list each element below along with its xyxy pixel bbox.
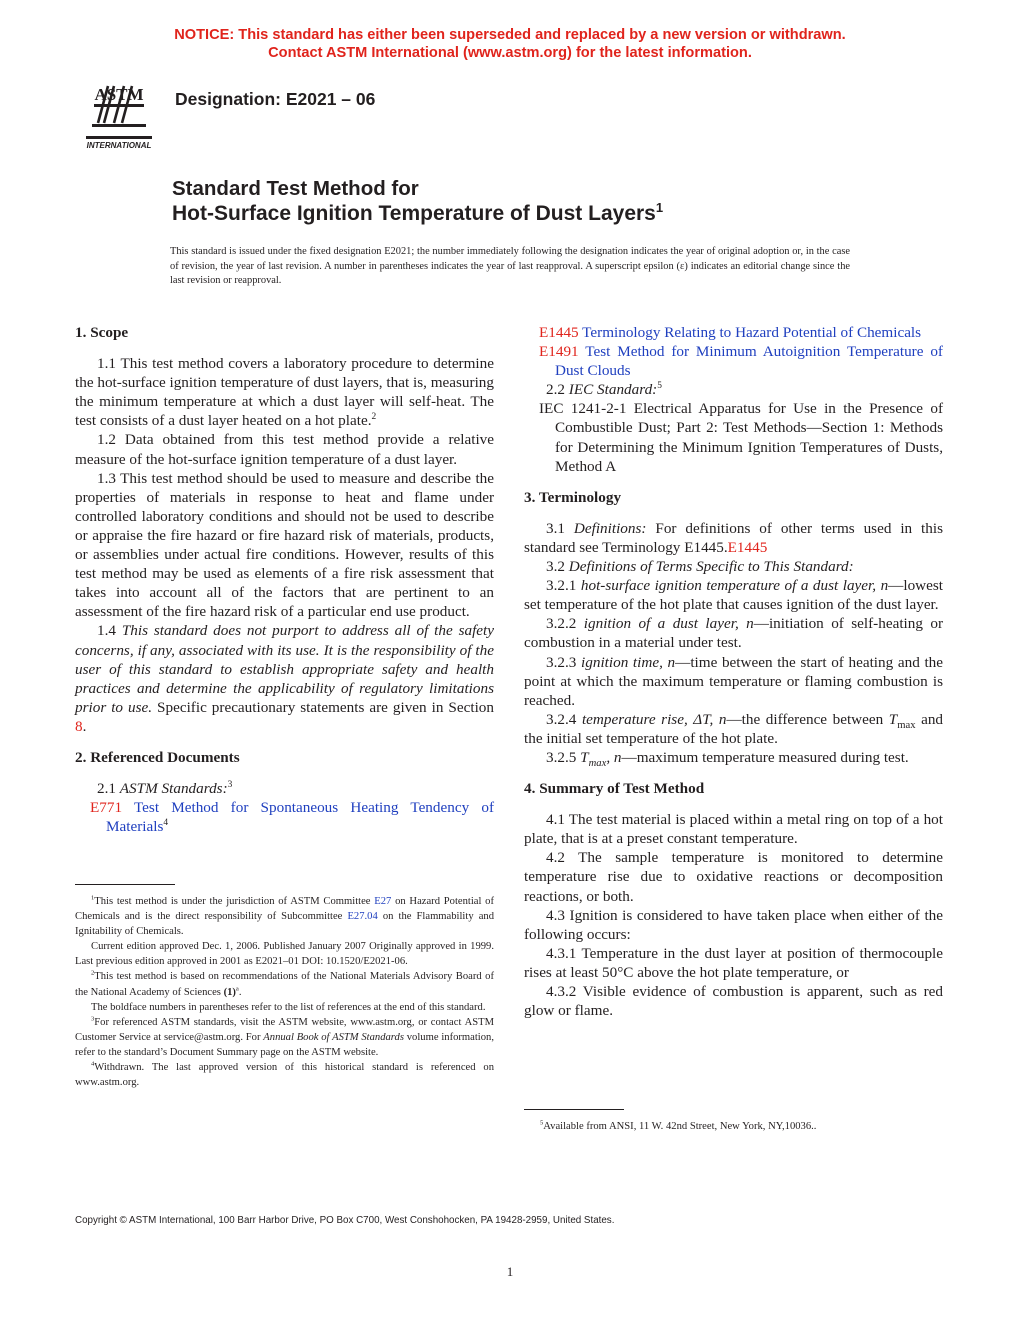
right-column <box>524 323 943 1020</box>
footnote-ref-3[interactable]: 3 <box>227 780 233 790</box>
issuance-note: This standard is issued under the fixed designation E2021; the number immediately following the designation indicates the year of original adoption or, in the case of revision, the year of last revision. A number in parentheses indicates the year of last reapproval. A superscript epsilon (ε) indicates an editorial change since the last revision or reapproval. <box>170 246 850 286</box>
para-4-2: 4.2 The sample temperature is monitored to determine temperature rise due to oxidative reactions or decomposition reactions, or both. <box>524 849 943 905</box>
para-1-2: 1.2 Data obtained from this test method provide a relative measure of the hot-surface ignition temperature of a dust layer. <box>75 431 494 468</box>
footnotes-right <box>524 1119 943 1134</box>
footnote-divider-left <box>75 884 175 885</box>
ref-e1445-code-link[interactable]: E1445 <box>539 324 579 341</box>
e27-04-link[interactable]: E27.04 <box>347 911 378 923</box>
ref-e1445-title-link[interactable]: Terminology Relating to Hazard Potential of Chemicals <box>578 324 922 341</box>
para-3-2-1: 3.2.1 hot-surface ignition temperature of a dust layer, n—lowest set temperature of the hot plate that causes ignition of the dust layer. <box>524 577 944 614</box>
heading-summary: 4. Summary of Test Method <box>524 780 705 798</box>
e1445-link[interactable]: E1445 <box>727 538 768 556</box>
para-3-2-5: 3.2.5 $T_{max}$, n—maximum temperature measured during test. <box>546 748 909 769</box>
section-8-link[interactable]: 8 <box>75 717 83 735</box>
footnote-5: $^5$Available from ANSI, 11 W. 42nd Street, New York, NY,10036.. <box>540 1119 817 1132</box>
para-2-2: 2.2 IEC Standard:$^5$ <box>546 381 662 399</box>
para-4-3-2: 4.3.2 Visible evidence of combustion is apparent, such as red glow or flame. <box>524 983 943 1020</box>
para-1-4: 1.4 This standard does not purport to address all of the safety concerns, if any, associated with its use. It is the responsibility of the user of this standard to establish appropriate safety and health practices and determine the applicability of regulatory limitations prior to use. Specific precautionary statements are given in Section 8. <box>75 622 494 735</box>
notice-line-1: NOTICE: This standard has either been superseded and replaced by a new version or withdrawn. <box>174 27 846 43</box>
footnote-ref-4[interactable]: 4 <box>163 818 169 829</box>
para-3-2: 3.2 Definitions of Terms Specific to This Standard: <box>546 558 854 576</box>
designation: Designation: E2021 – 06 <box>175 89 376 109</box>
para-1-3: 1.3 This test method should be used to measure and describe the properties of materials in response to heat and flame under controlled laboratory conditions and should not be used to describe or appraise the fire hazard or fire hazard risk of materials, products, or assemblies under actual fire conditions. However, results of this test method may be used as elements of a fire risk assessment that takes into account all of the factors that are pertinent to an assessment of the fire hazard risk of a particular end use product. <box>75 469 494 621</box>
para-3-2-4: 3.2.4 temperature rise, ΔT, n—the difference between $T_{max}$ and the initial set temperature of the hot plate. <box>524 710 944 747</box>
footnotes-left <box>75 894 494 1090</box>
para-4-1: 4.1 The test material is placed within a metal ring on top of a hot plate, that is at a preset constant temperature. <box>524 811 943 848</box>
document-title <box>172 176 663 226</box>
notice-line-2: Contact ASTM International (www.astm.org) for the latest information. <box>268 45 752 61</box>
title-line-2: Hot-Surface Ignition Temperature of Dust Layers$^1$ <box>172 200 664 225</box>
title-footnote-ref[interactable]: 1 <box>655 200 664 215</box>
title-line-1: Standard Test Method for <box>172 177 419 200</box>
heading-scope: 1. Scope <box>75 324 129 341</box>
footnote-1-current-edition: Current edition approved Dec. 1, 2006. Published January 2007 Originally approved in 1999. Last previous edition approved in 2001 as E2021–01 DOI: 10.1520/E2021-06. <box>75 941 494 968</box>
para-1-1: 1.1 This test method covers a laboratory procedure to determine the hot-surface ignition temperature of dust layers, that is, measuring the minimum temperature at which a dust layer will self-heat. The test consists of a dust layer heated on a hot plate.$^2$ <box>75 355 494 430</box>
footnote-4: $^4$Withdrawn. The last approved version of this historical standard is referenced on www.astm.org. <box>75 1060 494 1089</box>
heading-terminology: 3. Terminology <box>524 488 622 506</box>
e27-link[interactable]: E27 <box>374 896 392 907</box>
ref-iec: IEC 1241-2-1 Electrical Apparatus for Use in the Presence of Combustible Dust; Part 2: Test Methods—Section 1: Methods for Determining the Minimum Ignition Temperatures of Dusts, Method A <box>539 400 943 475</box>
para-3-2-3: 3.2.3 ignition time, n—time between the start of heating and the point at which the maximum temperature or flaming combustion is reached. <box>524 653 943 709</box>
ref-e771-code-link[interactable]: E771 <box>90 799 123 817</box>
para-2-1: 2.1 ASTM Standards:$^3$ <box>97 780 233 798</box>
para-3-2-2: 3.2.2 ignition of a dust layer, n—initiation of self-heating or combustion in a material under test. <box>524 615 944 652</box>
para-4-3: 4.3 Ignition is considered to have taken place when either of the following occurs: <box>524 906 943 943</box>
footnote-1: $^1$This test method is under the jurisdiction of ASTM Committee E27 on Hazard Potential of Chemicals and is the direct responsibility of Subcommittee E27.04 on the Flammability and Ignitability of Chemicals. <box>75 894 494 938</box>
logo-text-bottom: INTERNATIONAL <box>86 141 152 150</box>
ref-e1491 <box>524 342 943 380</box>
copyright-line: Copyright © ASTM International, 100 Barr Harbor Drive, PO Box C700, West Conshohocken, PA 19428-2959, United States. <box>75 1215 615 1226</box>
footnote-3: $^3$For referenced ASTM standards, visit the ASTM website, www.astm.org, or contact ASTM Customer Service at service@astm.org. For Annual Book of ASTM Standards volume information, refer to the standard’s Document Summary page on the ASTM website. <box>75 1015 494 1058</box>
ref-e1491-code-link[interactable]: E1491 <box>539 343 579 361</box>
footnote-2: $^2$This test method is based on recommendations of the National Materials Advisory Board of the National Academy of Sciences $(1)^a$. <box>75 969 494 998</box>
withdrawn-notice <box>0 26 1020 62</box>
footnote-ref-5[interactable]: 5 <box>657 381 662 392</box>
astm-logo-icon <box>78 78 160 150</box>
para-3-1: 3.1 Definitions: For definitions of other terms used in this standard see Terminology E1445.E1445 <box>524 519 944 556</box>
footnote-divider-right <box>524 1109 624 1110</box>
ref-e771 <box>75 798 494 836</box>
astm-logo <box>78 78 160 150</box>
ref-e771-title-link[interactable]: Test Method for Spontaneous Heating Tendency of Materials <box>106 799 494 836</box>
footnote-2-note: The boldface numbers in parentheses refer to the list of references at the end of this standard. <box>91 1001 486 1013</box>
para-4-3-1: 4.3.1 Temperature in the dust layer at position of thermocouple rises at least 50°C above the hot plate temperature, or <box>524 944 943 981</box>
left-column <box>75 323 494 836</box>
ref-e1491-title-link[interactable]: Test Method for Minimum Autoignition Temperature of Dust Clouds <box>555 343 943 380</box>
footnote-ref-2[interactable]: 2 <box>371 412 377 423</box>
logo-text-top: ASTM <box>94 85 144 104</box>
page-number: 1 <box>506 1264 514 1279</box>
heading-referenced-documents: 2. Referenced Documents <box>75 748 240 766</box>
ref-e1445 <box>524 323 943 342</box>
